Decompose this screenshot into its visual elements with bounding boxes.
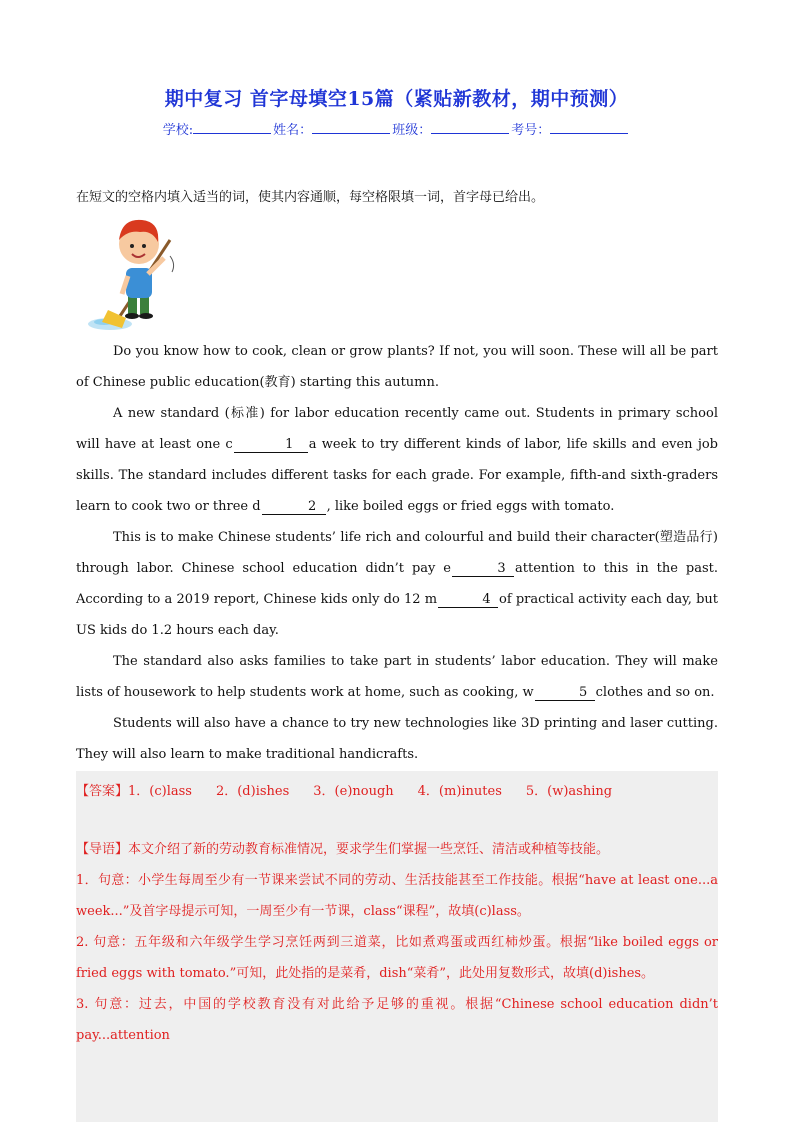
answer-section: [76, 771, 718, 1122]
paragraph-text: The standard also asks families to take part in students’ labor education. They will make lists of housework to help students work at home, such as cooking, w: [76, 654, 718, 700]
class-label: 班级：: [392, 123, 432, 138]
student-info-line: [0, 119, 793, 138]
school-label: 学校:: [162, 123, 194, 138]
answer-item: 5．(w)ashing: [525, 784, 613, 799]
class-blank[interactable]: [431, 121, 509, 134]
reading-passage: [76, 336, 718, 770]
paragraph-text: a week to try different kinds of labor, life skills and even job skills. The standard includes different tasks for each grade. For example, fifth-and sixth-graders learn to cook two or three d: [76, 437, 718, 514]
analysis-intro: 【导语】本文介绍了新的劳动教育标准情况，要求学生们掌握一些烹饪、清洁或种植等技能。: [76, 842, 610, 857]
page-title: 期中复习 首字母填空15篇（紧贴新教材，期中预测）: [164, 88, 629, 110]
blank-2[interactable]: 2: [262, 499, 326, 515]
paragraph-text: This is to make Chinese students’ life rich and colourful and build their character(塑造品行) through labor. Chinese school education didn’t pay e: [76, 530, 718, 576]
blank-5[interactable]: 5: [535, 685, 595, 701]
analysis-note-1: 1．句意：小学生每周至少有一节课来尝试不同的劳动、生活技能甚至工作技能。根据“have at least one...a week...”及首字母提示可知，一周至少有一节课，class“课程”，故填(c)lass。: [76, 873, 718, 919]
paragraph-2: [76, 398, 718, 522]
blank-3[interactable]: 3: [452, 561, 514, 577]
paragraph-text: clothes and so on.: [595, 685, 715, 700]
blank-4[interactable]: 4: [438, 592, 498, 608]
answer-item: 1．(c)lass: [128, 784, 192, 799]
analysis-note-3: 3. 句意：过去，中国的学校教育没有对此给予足够的重视。根据“Chinese school education didn’t pay...attention: [76, 997, 718, 1043]
answer-item: 3．(e)nough: [313, 784, 394, 799]
exam-number-blank[interactable]: [550, 121, 628, 134]
answer-item: 4．(m)inutes: [417, 784, 502, 799]
paragraph-text: attention to this in the past. According to a 2019 report, Chinese kids only do 12 m: [76, 561, 719, 607]
paragraph-text: of practical activity each day, but US kids do 1.2 hours each day.: [76, 592, 718, 638]
school-blank[interactable]: [193, 121, 271, 134]
paragraph-1: Do you know how to cook, clean or grow plants? If not, you will soon. These will all be part of Chinese public education(教育) starting this autumn.: [76, 344, 718, 390]
name-label: 姓名：: [273, 123, 313, 138]
exam-number-label: 考号：: [511, 123, 551, 138]
analysis-section: [76, 834, 718, 1051]
paragraph-text: , like boiled eggs or fried eggs with tomato.: [326, 499, 615, 514]
name-blank[interactable]: [312, 121, 390, 134]
paragraph-4: [76, 646, 718, 708]
answer-label: 【答案】: [76, 784, 129, 799]
analysis-note-2: 2. 句意：五年级和六年级学生学习烹饪两到三道菜，比如煮鸡蛋或西红柿炒蛋。根据“like boiled eggs or fried eggs with tomato.”可知，此处指的是菜肴，dish“菜肴”，此处用复数形式，故填(d)ishes。: [76, 935, 718, 981]
answer-key-line: [76, 780, 636, 799]
paragraph-text: A new standard (标准) for labor education recently came out. Students in primary school will have at least one c: [76, 406, 718, 452]
blank-1[interactable]: 1: [234, 437, 308, 453]
paragraph-5: Students will also have a chance to try new technologies like 3D printing and laser cutting. They will also learn to make traditional handicrafts.: [76, 716, 718, 762]
paragraph-3: [76, 522, 718, 646]
answer-item: 2．(d)ishes: [215, 784, 290, 799]
boy-sweeping-illustration: [82, 208, 182, 336]
instruction-text: 在短文的空格内填入适当的词，使其内容通顺，每空格限填一词，首字母已给出。: [76, 190, 545, 205]
